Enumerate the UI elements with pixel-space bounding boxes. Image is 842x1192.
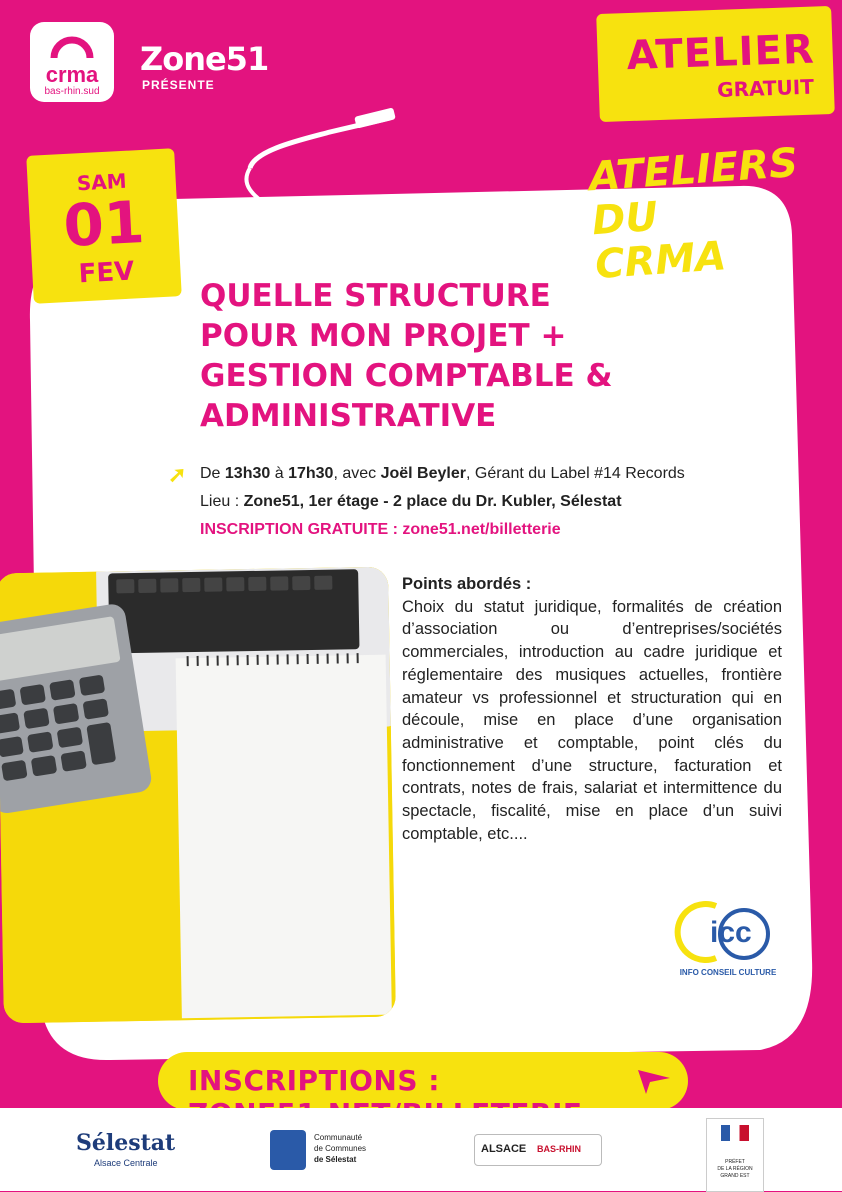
inscriptions-bar[interactable] (158, 1052, 688, 1110)
ccs-logo: Communauté de Communes de Sélestat (314, 1133, 367, 1164)
selestat-subtitle: Alsace Centrale (94, 1158, 158, 1168)
desk-photo (0, 567, 396, 1024)
inscription-link[interactable]: INSCRIPTION GRATUITE : zone51.net/billetterie (200, 521, 561, 538)
prefet-logo: PRÉFET DE LA RÉGION GRAND EST (706, 1118, 764, 1192)
crma-logo (30, 22, 114, 102)
zone51-logo: Zone51 (140, 40, 269, 78)
location-line: Lieu : Zone51, 1er étage - 2 place du Dr. Kubler, Sélestat (200, 493, 622, 510)
crma-word: crma (45, 62, 99, 87)
ccs-emblem-icon (270, 1130, 306, 1170)
schedule-line: De 13h30 à 17h30, avec Joël Beyler, Gérant du Label #14 Records (200, 465, 685, 482)
topics-body: Choix du statut juridique, formalités de création d’association ou d’entreprises/sociétés commerciales, introduction au cadre juridique et réglementaire des musiques actuelles, frontière amateur vs professionnel et structuration qui en découle, mise en place d’une organisation administrative et comptable, point clés du fonctionnement d’une structure, facturation et contrats, notes de frais, salariat et intermittence du spectacle, fiscalité, mise en place d’un suivi comptable, etc.... (402, 597, 782, 843)
title-line3: GESTION COMPTABLE & (200, 358, 613, 394)
date-badge (26, 148, 182, 304)
selestat-logo: Sélestat (76, 1130, 176, 1156)
title-line1: QUELLE STRUCTURE (200, 278, 551, 314)
date-dayname: SAM (76, 168, 128, 196)
flag-icon (721, 1125, 749, 1141)
notebook (176, 655, 392, 1019)
icc-caption: INFO CONSEIL CULTURE (679, 968, 777, 977)
topics-heading: Points abordés : (402, 575, 532, 593)
atelier-gratuit-badge (596, 6, 835, 122)
inscriptions-text[interactable]: INSCRIPTIONS : (188, 1064, 440, 1097)
badge-line1: ATELIER (625, 26, 816, 80)
icc-logo (672, 898, 784, 982)
send-arrow-icon (636, 1068, 672, 1096)
series-line1: ATELIERS (587, 139, 800, 201)
date-month: FEV (77, 256, 136, 290)
title-line2: POUR MON PROJET + (200, 318, 567, 354)
icc-text: icc (710, 916, 752, 949)
alsace-bas-rhin-logo: ALSACE BAS-RHIN (474, 1134, 602, 1166)
topics-section (402, 573, 782, 845)
crma-subtitle: bas-rhin.sud (44, 86, 100, 97)
arrow-icon: ➚ (168, 462, 187, 487)
badge-line2: GRATUIT (716, 74, 815, 102)
footer-partners (0, 1108, 842, 1191)
title-line4: ADMINISTRATIVE (200, 398, 497, 434)
event-title (200, 276, 720, 436)
presente-label: PRÉSENTE (142, 78, 215, 92)
series-line2: DU CRMA (590, 193, 728, 289)
date-day: 01 (61, 187, 146, 261)
event-info (200, 460, 810, 544)
series-title (588, 141, 807, 287)
